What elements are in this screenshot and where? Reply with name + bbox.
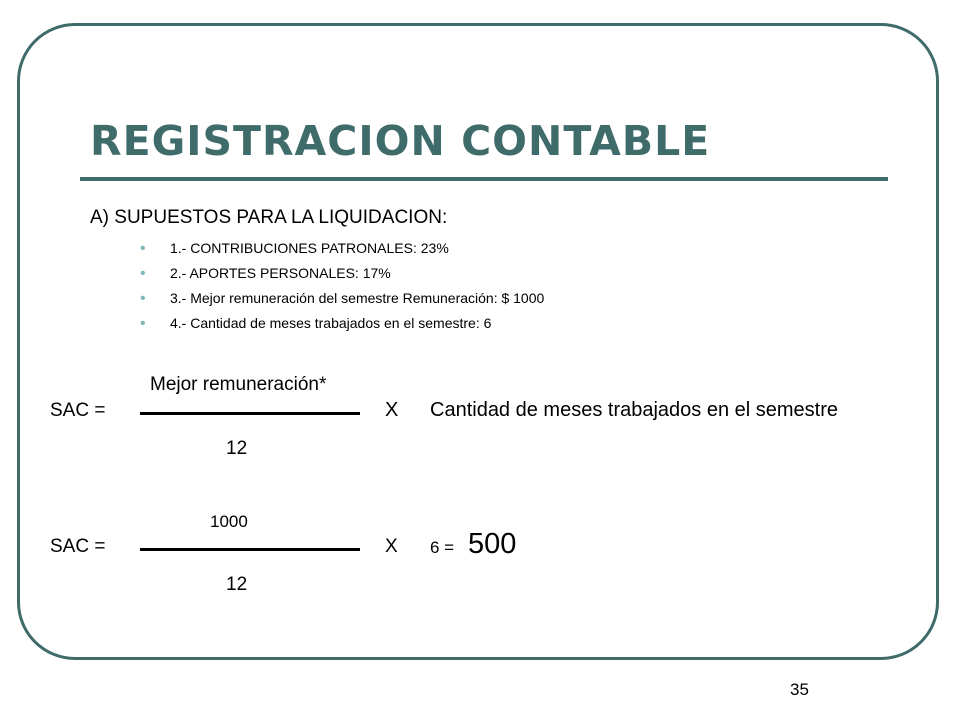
formula2-operator: X <box>385 536 398 557</box>
bullet-icon: • <box>140 290 146 307</box>
formula1-lhs: SAC = <box>50 400 106 421</box>
page-number: 35 <box>790 680 809 699</box>
bullet-icon: • <box>140 240 146 257</box>
formula1-fraction-bar <box>140 412 360 415</box>
formula1-denominator: 12 <box>226 438 248 459</box>
formula1-operator: X <box>385 399 399 421</box>
list-item-text: 1.- CONTRIBUCIONES PATRONALES: 23% <box>170 240 449 256</box>
formula1-numerator: Mejor remuneración* <box>150 374 327 395</box>
formula2-numerator: 1000 <box>210 512 248 531</box>
slide-title: REGISTRACION CONTABLE <box>90 117 711 165</box>
formula1-factor: Cantidad de meses trabajados en el semestre <box>430 399 839 421</box>
formula2-factor: 6 = <box>430 538 455 557</box>
list-item-text: 4.- Cantidad de meses trabajados en el semestre: 6 <box>170 315 492 331</box>
formula2-fraction-bar <box>140 548 360 551</box>
assumptions-heading: A) SUPUESTOS PARA LA LIQUIDACION: <box>90 207 448 228</box>
bullet-icon: • <box>140 265 146 282</box>
formula2-result: 500 <box>468 528 517 560</box>
list-item-text: 3.- Mejor remuneración del semestre Remuneración: $ 1000 <box>170 290 545 306</box>
title-underline <box>80 177 888 181</box>
list-item-text: 2.- APORTES PERSONALES: 17% <box>170 265 391 281</box>
formula2-denominator: 12 <box>226 574 248 595</box>
formula2-lhs: SAC = <box>50 536 106 557</box>
bullet-icon: • <box>140 315 146 332</box>
